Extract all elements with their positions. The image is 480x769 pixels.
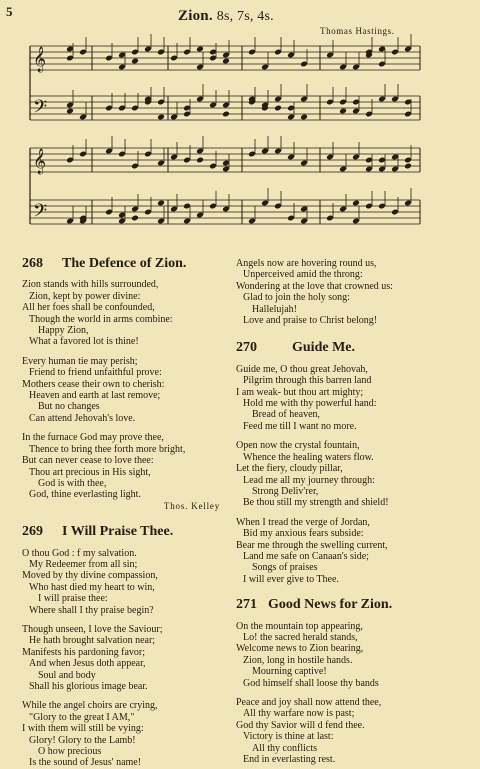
verse-line: O thou God : f my salvation. — [22, 547, 137, 559]
hymn-268-author: Thos. Kelley — [163, 500, 220, 511]
verse-line: Be thou still my strength and shield! — [243, 497, 389, 509]
verse-line: Though the world in arms combine: — [29, 313, 173, 325]
verse-line: Glory! Glory to the Lamb! — [29, 734, 136, 746]
verse-line: Peace and joy shall now attend thee, — [236, 697, 382, 708]
hymn-269-title: I Will Praise Thee. — [62, 524, 174, 540]
hymn-270 — [236, 342, 472, 585]
treble-clef: 𝄞 — [33, 47, 47, 72]
hymn-271-title: Good News for Zion. — [268, 597, 393, 613]
verse-line: Though unseen, I love the Saviour; — [22, 623, 163, 635]
verse-line: God thy Savior will d fend thee. — [236, 719, 365, 731]
verse-line: Is the sound of Jesus' name! — [29, 757, 142, 769]
verse-line: Feed me till I want no more. — [243, 420, 357, 432]
hymn-268 — [22, 258, 222, 512]
verse-line: Bear me through the swelling current, — [236, 539, 388, 551]
hymn-271-number: 271 — [236, 597, 257, 613]
verse-line: All thy conflicts — [252, 742, 317, 754]
verse-line: Mourning captive! — [252, 666, 327, 678]
hymn-268-heading — [22, 258, 222, 269]
verse-line: I will ever give to Thee. — [243, 573, 339, 585]
note-head — [157, 200, 165, 207]
verse-line: Lead me all my journey through: — [243, 474, 375, 486]
verse-line: All her foes shall be confounded, — [22, 302, 155, 314]
tune-name: Zion. — [178, 8, 213, 24]
verse-line: Guide me, O thou great Jehovah, — [236, 363, 368, 375]
verse-line: Songs of praises — [252, 562, 318, 574]
verse-line: "Glory to the great I AM," — [29, 711, 135, 723]
verse-line: Hold me with thy powerful hand: — [243, 398, 377, 410]
verse-line: Where shall I thy praise begin? — [29, 604, 154, 616]
verse-line: I will praise thee: — [38, 593, 108, 605]
verse-line: In the furnace God may prove thee, — [22, 432, 164, 444]
verse-line: Lo! the sacred herald stands, — [243, 631, 358, 643]
verse-line: Friend to friend unfaithful prove: — [29, 367, 162, 379]
verse-line: Thence to bring thee forth more bright, — [29, 443, 186, 455]
verse-line: Land me safe on Canaan's side; — [243, 550, 369, 562]
verse-line: Every human tie may perish; — [22, 355, 138, 367]
verse-line: Soul and body — [38, 669, 96, 681]
verse-line: Whence the healing waters flow. — [243, 451, 374, 463]
verse-line: When I tread the verge of Jordan, — [236, 516, 370, 528]
note-head — [404, 163, 412, 170]
hymn-270-number: 270 — [236, 340, 257, 356]
verse-line: Angels now are hovering round us, — [236, 258, 377, 269]
verse-line: O how precious — [38, 746, 102, 758]
verse-line: God is with thee, — [38, 477, 107, 489]
tune-heading — [178, 8, 274, 25]
note-head — [352, 200, 360, 207]
note-head — [339, 108, 347, 115]
note-head — [131, 58, 139, 65]
verse-line: End in everlasting rest. — [243, 754, 336, 766]
note-head — [274, 105, 282, 112]
composer-credit: Thomas Hastings. — [320, 26, 395, 36]
bass-clef: 𝄢 — [33, 97, 48, 122]
hymn-268-continued — [236, 258, 472, 326]
verse-line: But can never cease to love thee: — [22, 455, 154, 467]
verse-line: Who hast died my heart to win, — [29, 581, 155, 593]
verse-line: Unperceived amid the throng: — [243, 269, 363, 281]
verse-line: While the angel choirs are crying, — [22, 700, 158, 712]
left-column — [22, 258, 222, 769]
verse-line: But no changes — [38, 401, 100, 413]
hymn-269-heading — [22, 524, 222, 540]
note-head — [157, 114, 165, 121]
verse-line: Glad to join the holy song: — [243, 292, 350, 304]
note-head — [66, 108, 74, 115]
verse-line: Hallelujah! — [252, 303, 297, 315]
treble-clef: 𝄞 — [33, 149, 47, 174]
hymn-269-number: 269 — [22, 524, 43, 540]
page-number: 5 — [6, 4, 13, 19]
verse-line: God, thine everlasting light. — [29, 489, 141, 501]
verse-line: I am weak- but thou art mighty; — [236, 386, 364, 398]
verse-line: Thou art precious in His sight, — [29, 466, 151, 478]
right-column — [236, 258, 472, 765]
verse-line: Bid my anxious fears subside: — [243, 528, 364, 540]
verse-line: And when Jesus doth appear, — [29, 658, 146, 670]
hymn-268-number: 268 — [22, 256, 43, 271]
hymn-268-title: The Defence of Zion. — [62, 256, 187, 271]
hymn-269 — [22, 526, 222, 769]
verse-line: Heaven and earth at last remove; — [29, 390, 161, 402]
verse-line: I with them will still be vying: — [22, 723, 144, 735]
note-head — [196, 46, 204, 53]
verse-line: Let the fiery, cloudy pillar, — [236, 463, 343, 475]
verse-line: Mothers cease their own to cherish: — [22, 378, 165, 390]
hymn-270-title: Guide Me. — [292, 340, 355, 356]
verse-line: On the mountain top appearing, — [236, 620, 363, 632]
verse-line: Shall his glorious image bear. — [29, 681, 148, 692]
verse-line: My Redeemer from all sin; — [29, 558, 138, 570]
note-head — [222, 58, 230, 65]
verse-line: Zion, long in hostile hands. — [243, 654, 353, 666]
music-score — [0, 34, 480, 246]
verse-line: What a favored lot is thine! — [29, 336, 139, 348]
verse-line: He hath brought salvation near; — [29, 635, 156, 647]
verse-line: Happy Zion, — [38, 325, 89, 337]
verse-line: Wondering at the love that crowned us: — [236, 280, 393, 292]
verse-line: Zion stands with hills surrounded, — [22, 279, 159, 291]
note-head — [131, 215, 139, 222]
verse-line: Open now the crystal fountain, — [236, 440, 360, 452]
note-head — [222, 111, 230, 118]
tune-meter: 8s, 7s, 4s. — [216, 9, 274, 24]
hymn-270-heading — [236, 340, 472, 356]
verse-line: Moved by thy divine compassion, — [22, 570, 158, 582]
verse-line: Zion, kept by power divine: — [29, 290, 141, 302]
bass-clef: 𝄢 — [33, 201, 48, 226]
verse-line: All thy warfare now is past; — [243, 708, 355, 720]
verse-line: Strong Deliv'rer, — [252, 485, 319, 497]
note-head — [196, 157, 204, 164]
hymn-271 — [236, 599, 472, 765]
verse-line: Can attend Jehovah's love. — [29, 412, 136, 424]
verse-line: God himself shall loose thy bands — [243, 677, 379, 689]
hymn-271-heading — [236, 597, 472, 613]
verse-line: Love and praise to Christ belong! — [243, 315, 378, 327]
verse-line: Welcome news to Zion bearing, — [236, 643, 364, 655]
verse-line: Victory is thine at last: — [243, 731, 334, 743]
verse-line: Manifests his pardoning favor; — [22, 646, 146, 658]
verse-line: Bread of heaven, — [252, 409, 321, 421]
note-head — [300, 114, 308, 121]
verse-line: Pilgrim through this barren land — [243, 375, 372, 387]
